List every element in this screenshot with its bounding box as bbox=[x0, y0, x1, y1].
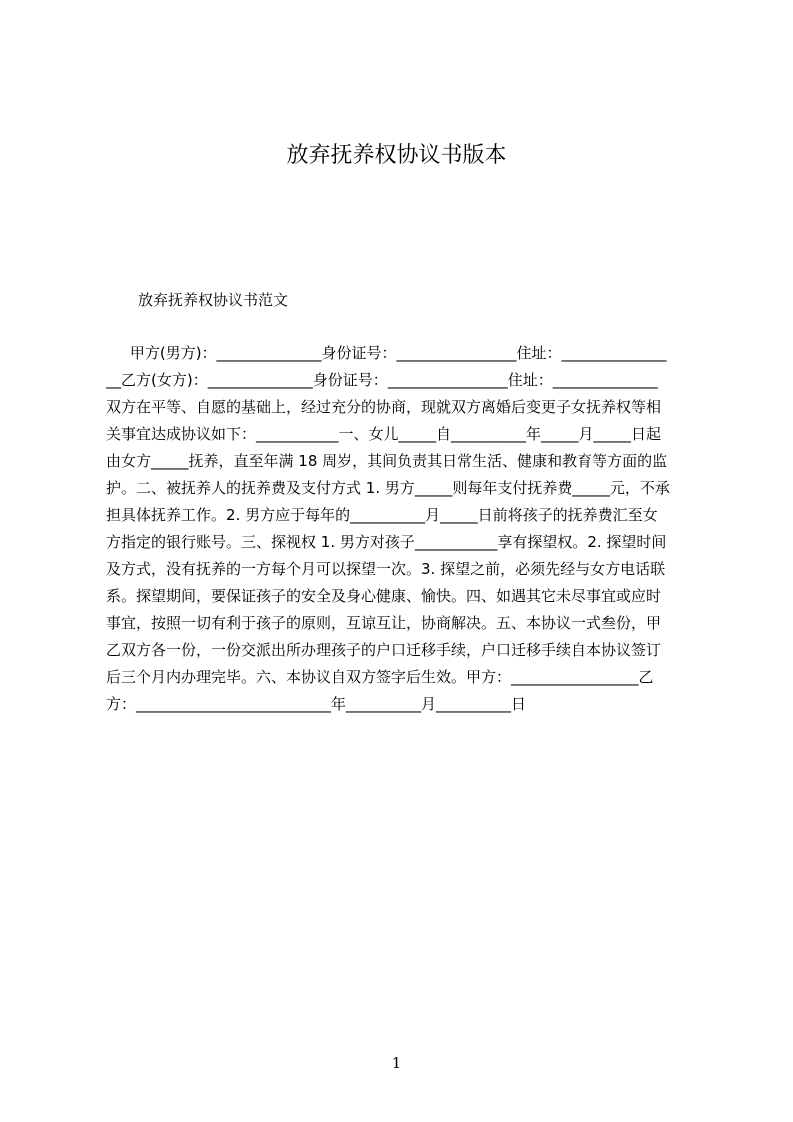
body-line: 担具体抚养工作。2. 男方应于每年的__________月_____日前将孩子的抚养费汇至女 bbox=[106, 506, 658, 524]
body-line: 方指定的银行账号。三、探视权 1. 男方对孩子___________享有探望权。2. 探望时间 bbox=[106, 533, 667, 551]
body-line: 关事宜达成协议如下：___________一、女儿_____自__________年_____月_____日起 bbox=[106, 425, 662, 443]
body-line: 后三个月内办理完毕。六、本协议自双方签字后生效。甲方：_________________乙 bbox=[106, 668, 654, 686]
body-line: 系。探望期间，要保证孩子的安全及身心健康、愉快。四、如遇其它未尽事宜或应时 bbox=[106, 587, 662, 605]
body-line: 乙双方各一份，一份交派出所办理孩子的户口迁移手续，户口迁移手续自本协议签订 bbox=[106, 641, 662, 659]
body-line: 双方在平等、自愿的基础上，经过充分的协商，现就双方离婚后变更子女抚养权等相 bbox=[106, 398, 662, 416]
body-line: __乙方(女方)：______________身份证号：________________住址：______________ bbox=[106, 371, 658, 389]
body-line: 事宜，按照一切有利于孩子的原则，互谅互让，协商解决。五、本协议一式叁份，甲 bbox=[106, 614, 662, 632]
body-line: 由女方_____抚养，直至年满 18 周岁，其间负责其日常生活、健康和教育等方面的监 bbox=[106, 452, 668, 470]
body-line: 甲方(男方)：______________身份证号：________________住址：______________ bbox=[106, 344, 667, 362]
document-title: 放弃抚养权协议书版本 bbox=[286, 143, 507, 168]
page-number: 1 bbox=[391, 1054, 402, 1072]
document-subtitle: 放弃抚养权协议书范文 bbox=[138, 291, 289, 309]
body-line: 及方式，没有抚养的一方每个月可以探望一次。3. 探望之前，必须先经与女方电话联 bbox=[106, 560, 666, 578]
agreement-body bbox=[106, 340, 698, 718]
body-line: 护。二、被抚养人的抚养费及支付方式 1. 男方_____则每年支付抚养费_____元，不承 bbox=[106, 479, 670, 497]
body-line: 方：__________________________年__________月__________日 bbox=[106, 695, 527, 713]
